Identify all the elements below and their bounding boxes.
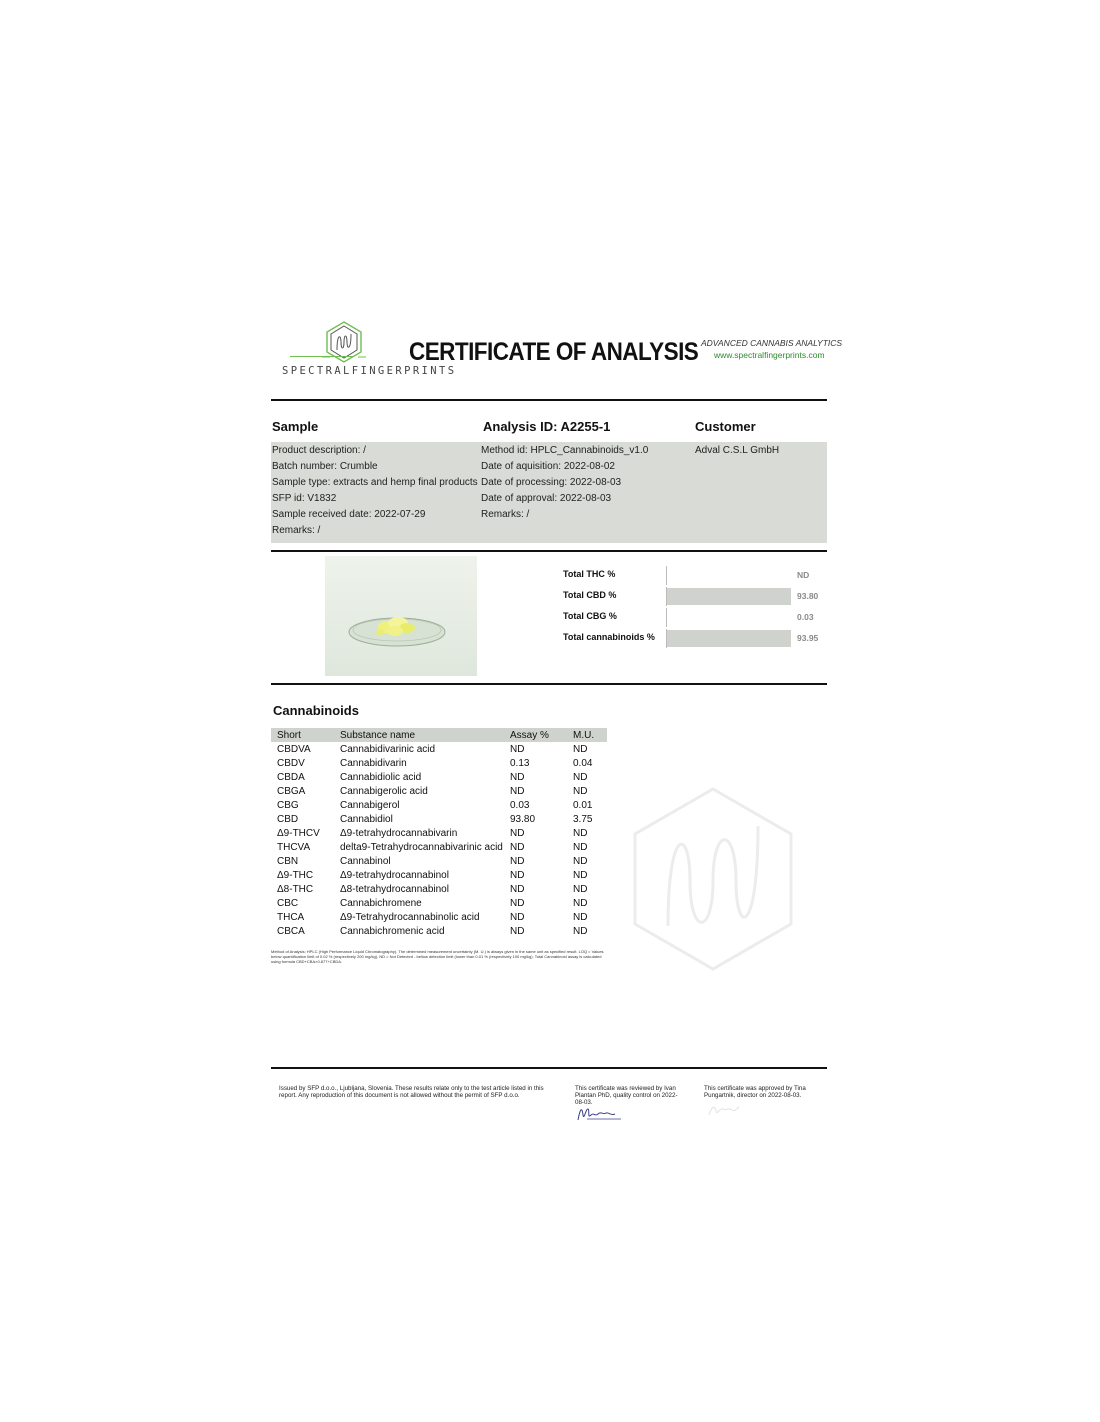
cell-substance: Cannabigerolic acid: [340, 785, 428, 797]
approved-statement: This certificate was approved by Tina Pungartnik, director on 2022-08-03.: [704, 1085, 806, 1099]
total-axis-line: [666, 608, 667, 627]
customer-name: Adval C.S.L GmbH: [695, 445, 780, 456]
cell-assay: ND: [510, 855, 525, 867]
total-value: 0.03: [797, 612, 814, 622]
cell-substance: Cannabichromene: [340, 897, 422, 909]
customer-details: [695, 443, 779, 459]
cell-short: CBDA: [277, 771, 305, 783]
total-value: 93.95: [797, 633, 819, 643]
cell-mu: 3.75: [573, 813, 593, 825]
cell-short: Δ8-THC: [277, 883, 314, 895]
cell-assay: ND: [510, 897, 525, 909]
cell-assay: 0.13: [510, 757, 530, 769]
info-bottom-divider: [271, 550, 827, 552]
cell-substance: Cannabidivarinic acid: [340, 743, 436, 755]
table-row: [271, 896, 607, 910]
cell-assay: ND: [510, 869, 525, 881]
analysis-detail-line: Remarks: /: [481, 509, 530, 520]
watermark-hexagon-icon: [632, 786, 794, 972]
cell-assay: ND: [510, 771, 525, 783]
column-header-substance: Substance name: [334, 728, 504, 742]
cell-short: CBN: [277, 855, 299, 867]
cell-substance: Δ9-tetrahydrocannabivarin: [340, 827, 458, 839]
cell-assay: ND: [510, 883, 525, 895]
table-row: [271, 812, 607, 826]
cannabinoids-table: [271, 728, 607, 938]
cell-mu: ND: [573, 841, 588, 853]
table-row: [271, 882, 607, 896]
cell-substance: Cannabigerol: [340, 799, 400, 811]
top-divider: [271, 399, 827, 401]
cell-mu: ND: [573, 925, 588, 937]
cell-assay: ND: [510, 841, 525, 853]
cell-mu: ND: [573, 883, 588, 895]
table-row: [271, 770, 607, 784]
table-header-row: [271, 728, 607, 742]
cell-mu: ND: [573, 897, 588, 909]
cell-short: CBC: [277, 897, 299, 909]
watermark-logo: [632, 786, 794, 972]
column-header-mu: M.U.: [567, 728, 607, 742]
total-bar: [667, 588, 791, 605]
issued-statement: Issued by SFP d.o.o., Ljubljana, Slovenia. These results relate only to the test article listed in this report. Any reproduction of this document is not allowed without the permit of SFP d.o.o.: [279, 1085, 544, 1099]
cell-substance: Cannabidivarin: [340, 757, 407, 769]
cell-short: Δ9-THC: [277, 869, 314, 881]
cell-substance: Cannabidiol: [340, 813, 393, 825]
table-row: [271, 868, 607, 882]
total-bar: [667, 630, 791, 647]
company-logo: [322, 320, 366, 364]
sample-details: [272, 443, 478, 539]
logo-wordmark: SPECTRALFINGERPRINTS: [282, 365, 457, 377]
cell-mu: 0.04: [573, 757, 593, 769]
analysis-details: [481, 443, 648, 523]
table-row: [271, 840, 607, 854]
column-header-short: Short: [271, 728, 334, 742]
table-row: [271, 784, 607, 798]
total-label: Total CBG %: [563, 611, 617, 621]
table-row: [271, 924, 607, 938]
cell-assay: 0.03: [510, 799, 530, 811]
cell-mu: ND: [573, 743, 588, 755]
cell-mu: ND: [573, 855, 588, 867]
cell-mu: ND: [573, 827, 588, 839]
sample-detail-line: Batch number: Crumble: [272, 461, 378, 472]
table-row: [271, 826, 607, 840]
cannabinoids-heading: Cannabinoids: [273, 703, 359, 718]
cell-substance: Cannabichromenic acid: [340, 925, 445, 937]
cell-mu: ND: [573, 771, 588, 783]
cell-mu: ND: [573, 869, 588, 881]
total-label: Total THC %: [563, 569, 616, 579]
total-label: Total cannabinoids %: [563, 632, 655, 642]
footer-divider: [271, 1067, 827, 1069]
customer-heading: Customer: [695, 419, 756, 434]
company-tagline: ADVANCED CANNABIS ANALYTICS: [701, 338, 843, 348]
document-title: CERTIFICATE OF ANALYSIS: [409, 338, 699, 366]
company-website[interactable]: www.spectralfingerprints.com: [714, 350, 825, 360]
cell-short: THCA: [277, 911, 305, 923]
total-label: Total CBD %: [563, 590, 617, 600]
method-note: Method of Analysis: HPLC (High Performance Liquid Chromatography). The determined measurement uncertainty (M. U.) is always given in the same unit as specified result. LOQ = Values below quantification limit of 0.02 % (respectively 200 mg/kg), ND = Not Detected - bellow detection limit (lower than 0.01 % (respectively 100 mg/kg). Total Cannabinoid assay is calculated using formula CBD+CBA×0.877+CBDA.: [271, 949, 604, 964]
total-axis-line: [666, 566, 667, 585]
cell-substance: Δ9-tetrahydrocannabinol: [340, 869, 449, 881]
table-row: [271, 798, 607, 812]
sample-detail-line: Remarks: /: [272, 525, 321, 536]
analysis-detail-line: Date of approval: 2022-08-03: [481, 493, 612, 504]
table-row: [271, 854, 607, 868]
cell-mu: ND: [573, 911, 588, 923]
column-header-assay: Assay %: [504, 728, 567, 742]
cell-substance: Cannabidiolic acid: [340, 771, 422, 783]
cell-mu: ND: [573, 785, 588, 797]
sample-photo: [325, 556, 477, 676]
cell-assay: 93.80: [510, 813, 536, 825]
cell-short: CBD: [277, 813, 299, 825]
sample-detail-line: Sample received date: 2022-07-29: [272, 509, 426, 520]
sample-detail-line: SFP id: V1832: [272, 493, 337, 504]
total-value: 93.80: [797, 591, 819, 601]
table-row: [271, 756, 607, 770]
photo-bottom-divider: [271, 683, 827, 685]
cell-substance: Δ9-Tetrahydrocannabinolic acid: [340, 911, 480, 923]
cell-substance: delta9-Tetrahydrocannabivarinic acid: [340, 841, 503, 853]
cell-assay: ND: [510, 743, 525, 755]
total-value: ND: [797, 570, 810, 580]
table-row: [271, 742, 607, 756]
analysis-detail-line: Date of processing: 2022-08-03: [481, 477, 622, 488]
cell-assay: ND: [510, 785, 525, 797]
approver-signature: [706, 1101, 742, 1119]
analysis-id-heading: Analysis ID: A2255-1: [483, 419, 611, 434]
cell-short: CBDVA: [277, 743, 311, 755]
analysis-detail-line: Method id: HPLC_Cannabinoids_v1.0: [481, 445, 649, 456]
cell-assay: ND: [510, 911, 525, 923]
cell-assay: ND: [510, 827, 525, 839]
cell-substance: Δ8-tetrahydrocannabinol: [340, 883, 449, 895]
cell-short: Δ9-THCV: [277, 827, 320, 839]
cell-assay: ND: [510, 925, 525, 937]
sample-heading: Sample: [272, 419, 319, 434]
logo-mark-icon: [322, 320, 366, 364]
cell-short: CBDV: [277, 757, 305, 769]
cell-short: CBG: [277, 799, 299, 811]
cell-short: THCVA: [277, 841, 311, 853]
reviewed-statement: This certificate was reviewed by Ivan Plantan PhD, quality control on 2022-08-03.: [575, 1085, 678, 1106]
sample-detail-line: Product description: /: [272, 445, 366, 456]
analysis-detail-line: Date of aquisition: 2022-08-02: [481, 461, 615, 472]
reviewer-signature: [575, 1103, 625, 1123]
cell-mu: 0.01: [573, 799, 593, 811]
table-row: [271, 910, 607, 924]
cell-short: CBGA: [277, 785, 306, 797]
cell-short: CBCA: [277, 925, 305, 937]
cell-substance: Cannabinol: [340, 855, 391, 867]
sample-detail-line: Sample type: extracts and hemp final products: [272, 477, 478, 488]
